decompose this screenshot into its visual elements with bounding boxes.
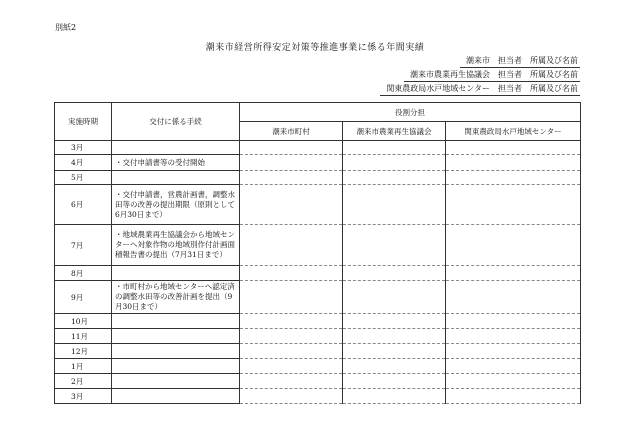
table-row bbox=[55, 171, 581, 185]
procedure-cell bbox=[112, 329, 240, 344]
table-row bbox=[55, 281, 581, 314]
table-row bbox=[55, 374, 581, 389]
procedure-cell bbox=[112, 344, 240, 359]
table-row bbox=[55, 389, 581, 404]
month-cell: 2月 bbox=[55, 374, 112, 389]
role-cell bbox=[240, 281, 343, 314]
table-row bbox=[55, 225, 581, 266]
table-row bbox=[55, 266, 581, 281]
procedure-cell bbox=[112, 171, 240, 185]
role-cell bbox=[446, 171, 581, 185]
role-cell bbox=[343, 141, 446, 155]
header-roles: 役割分担 bbox=[240, 103, 581, 122]
procedure-cell bbox=[112, 314, 240, 329]
role-cell bbox=[240, 266, 343, 281]
month-cell: 12月 bbox=[55, 344, 112, 359]
role-cell bbox=[446, 359, 581, 374]
header-role-municipality: 潮来市町村 bbox=[240, 122, 343, 141]
role-cell bbox=[240, 314, 343, 329]
role-cell bbox=[343, 155, 446, 171]
procedure-cell: ・市町村から地域センターへ認定済の調整水田等の改善計画を提出（9月30日まで） bbox=[112, 281, 240, 314]
role-cell bbox=[240, 141, 343, 155]
role-cell bbox=[446, 374, 581, 389]
signature-line-center: 関東農政局水戸地域センター 担当者 所属及び名前 bbox=[380, 84, 580, 96]
role-cell bbox=[343, 329, 446, 344]
month-cell: 6月 bbox=[55, 185, 112, 225]
month-cell: 9月 bbox=[55, 281, 112, 314]
role-cell bbox=[343, 344, 446, 359]
schedule-table bbox=[54, 102, 581, 404]
role-cell bbox=[446, 225, 581, 266]
table-row bbox=[55, 329, 581, 344]
role-cell bbox=[446, 344, 581, 359]
role-cell bbox=[240, 171, 343, 185]
table-row bbox=[55, 185, 581, 225]
table-row bbox=[55, 314, 581, 329]
procedure-cell bbox=[112, 374, 240, 389]
signature-line-council: 潮来市農業再生協議会 担当者 所属及び名前 bbox=[404, 70, 580, 82]
procedure-cell bbox=[112, 359, 240, 374]
procedure-cell: ・地域農業再生協議会から地域センターへ対象作物の地域別作付計画面積報告書の提出（7月31日まで） bbox=[112, 225, 240, 266]
role-cell bbox=[446, 185, 581, 225]
annex-label: 別紙2 bbox=[55, 23, 77, 32]
month-cell: 3月 bbox=[55, 141, 112, 155]
role-cell bbox=[240, 389, 343, 404]
table-row bbox=[55, 155, 581, 171]
month-cell: 3月 bbox=[55, 389, 112, 404]
table-row bbox=[55, 141, 581, 155]
role-cell bbox=[240, 374, 343, 389]
role-cell bbox=[240, 329, 343, 344]
role-cell bbox=[343, 374, 446, 389]
role-cell bbox=[343, 389, 446, 404]
month-cell: 1月 bbox=[55, 359, 112, 374]
table-row bbox=[55, 359, 581, 374]
month-cell: 10月 bbox=[55, 314, 112, 329]
role-cell bbox=[240, 225, 343, 266]
document-title: 潮来市経営所得安定対策等推進事業に係る年間実績 bbox=[205, 43, 425, 53]
role-cell bbox=[446, 314, 581, 329]
role-cell bbox=[343, 171, 446, 185]
role-cell bbox=[446, 389, 581, 404]
month-cell: 4月 bbox=[55, 155, 112, 171]
header-role-center: 関東農政局水戸地域センター bbox=[446, 122, 581, 141]
header-period: 実施時期 bbox=[55, 103, 112, 141]
month-cell: 11月 bbox=[55, 329, 112, 344]
table-row bbox=[55, 344, 581, 359]
role-cell bbox=[446, 281, 581, 314]
role-cell bbox=[446, 266, 581, 281]
role-cell bbox=[240, 185, 343, 225]
role-cell bbox=[343, 314, 446, 329]
procedure-cell: ・交付申請書，営農計画書，調整水田等の改善の提出期限（原則として6月30日まで） bbox=[112, 185, 240, 225]
role-cell bbox=[446, 155, 581, 171]
month-cell: 5月 bbox=[55, 171, 112, 185]
role-cell bbox=[343, 185, 446, 225]
role-cell bbox=[343, 359, 446, 374]
procedure-cell bbox=[112, 266, 240, 281]
header-procedure: 交付に係る手続 bbox=[112, 103, 240, 141]
month-cell: 7月 bbox=[55, 225, 112, 266]
procedure-cell bbox=[112, 141, 240, 155]
procedure-cell: ・交付申請書等の受付開始 bbox=[112, 155, 240, 171]
header-role-council: 潮来市農業再生協議会 bbox=[343, 122, 446, 141]
month-cell: 8月 bbox=[55, 266, 112, 281]
role-cell bbox=[240, 359, 343, 374]
role-cell bbox=[343, 266, 446, 281]
role-cell bbox=[343, 225, 446, 266]
signature-line-city: 潮来市 担当者 所属及び名前 bbox=[460, 56, 580, 68]
role-cell bbox=[446, 329, 581, 344]
role-cell bbox=[240, 155, 343, 171]
procedure-cell bbox=[112, 389, 240, 404]
role-cell bbox=[446, 141, 581, 155]
role-cell bbox=[343, 281, 446, 314]
role-cell bbox=[240, 344, 343, 359]
